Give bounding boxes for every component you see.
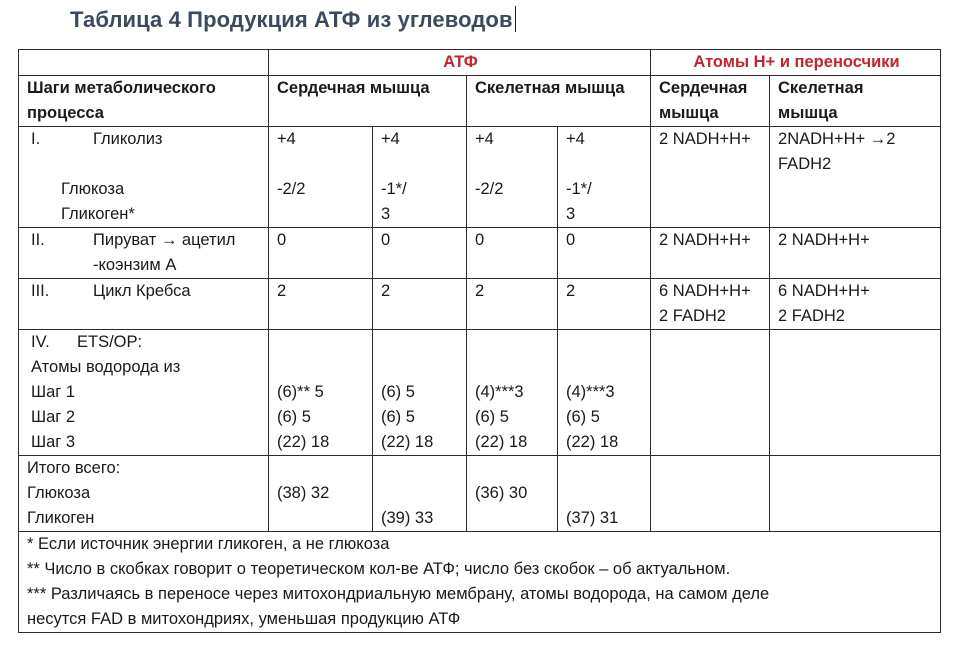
atoms-header: Атомы H+ и переносчики	[651, 50, 941, 76]
value: (4)***3	[566, 383, 615, 401]
footnote: * Если источник энергии гликоген, а не глюкоза	[27, 535, 390, 553]
value: (6)** 5	[277, 383, 324, 401]
value: (6) 5	[566, 408, 600, 426]
total-glucose-label: Глюкоза	[27, 484, 91, 502]
table-row	[19, 456, 941, 532]
ets-heart-glycogen	[373, 330, 467, 456]
step-number: III.	[31, 282, 50, 300]
blank-line	[381, 330, 460, 355]
total-skel-glycogen	[558, 456, 651, 532]
empty-cell	[651, 456, 770, 532]
steps-header-line: процесса	[27, 104, 104, 122]
value: 6 NADH+H+	[659, 282, 751, 300]
glycolysis-line	[31, 127, 262, 152]
text-caret	[515, 6, 516, 32]
heart-h-header-line: мышца	[659, 104, 719, 122]
value-cell: 2	[467, 279, 558, 330]
value: (22) 18	[381, 433, 434, 451]
value-cell: 2	[373, 279, 467, 330]
blank-line	[31, 152, 262, 177]
ets-step: Шаг 3	[31, 433, 76, 451]
value: (38) 32	[277, 484, 330, 502]
table-row	[19, 330, 941, 456]
ets-heart-glucose	[269, 330, 373, 456]
value: 3	[381, 205, 391, 223]
value: (22) 18	[566, 433, 619, 451]
title-text: Таблица 4 Продукция АТФ из углеводов	[70, 7, 513, 32]
page-title	[70, 6, 516, 33]
blank-line	[277, 152, 366, 177]
value: (6) 5	[277, 408, 311, 426]
footnote: *** Различаясь в переносе через митохондриальную мембрану, атомы водорода, на самом деле	[27, 585, 770, 603]
value-cell: 0	[373, 228, 467, 279]
blank-line	[566, 330, 644, 355]
footnotes	[19, 532, 941, 633]
glycogen-label: Гликоген*	[61, 205, 135, 223]
value: 2 NADH+H+	[659, 130, 751, 148]
value: (22) 18	[475, 433, 528, 451]
blank-line	[475, 152, 551, 177]
blank-line	[566, 456, 644, 481]
value-cell: 0	[467, 228, 558, 279]
table-row	[19, 228, 941, 279]
skel-h-header-line: мышца	[778, 104, 838, 122]
steps-header-line: Шаги метаболического	[27, 79, 216, 97]
glycolysis-heart-glycogen	[373, 127, 467, 228]
steps-header	[19, 76, 269, 127]
total-skel-glucose	[467, 456, 558, 532]
empty-cell	[651, 330, 770, 456]
glycolysis-label	[19, 127, 269, 228]
total-title: Итого всего:	[27, 459, 121, 477]
total-glycogen-label: Гликоген	[27, 509, 95, 527]
glycolysis-skel-glucose	[467, 127, 558, 228]
total-heart-glycogen	[373, 456, 467, 532]
blank-line	[566, 152, 644, 177]
value: 2NADH+H+ →2	[778, 130, 896, 148]
table-row	[19, 50, 941, 76]
table-row	[19, 279, 941, 330]
value: 2 FADH2	[778, 307, 845, 325]
value: (36) 30	[475, 484, 528, 502]
krebs-line	[31, 279, 262, 304]
glycolysis-heart-glucose	[269, 127, 373, 228]
table-row	[19, 76, 941, 127]
value: (39) 33	[381, 509, 434, 527]
total-heart-glucose	[269, 456, 373, 532]
value: +4	[475, 130, 494, 148]
blank-line	[381, 152, 460, 177]
blank-line	[277, 330, 366, 355]
blank-line	[475, 330, 551, 355]
step-number: I.	[31, 130, 41, 148]
value-cell: 0	[269, 228, 373, 279]
step-number: II.	[31, 231, 45, 249]
blank-line	[475, 456, 551, 481]
skel-h-header-line: Скелетная	[778, 79, 864, 97]
empty-cell	[770, 330, 941, 456]
step-name: Цикл Кребса	[93, 282, 191, 300]
footnote: несутся FAD в митохондриях, уменьшая продукцию АТФ	[27, 610, 461, 628]
value: 6 NADH+H+	[778, 282, 870, 300]
blank-line	[277, 456, 366, 481]
glycolysis-skel-glycogen	[558, 127, 651, 228]
step-name: Гликолиз	[93, 130, 163, 148]
value-cell: 2 NADH+H+	[770, 228, 941, 279]
skeletal-header: Скелетная мышца	[467, 76, 651, 127]
blank-line	[381, 481, 460, 506]
value: 3	[566, 205, 576, 223]
blank-line	[566, 355, 644, 380]
value: 2 FADH2	[659, 307, 726, 325]
ets-subtitle: Атомы водорода из	[31, 358, 181, 376]
heart-h-header	[651, 76, 770, 127]
atp-table	[18, 49, 941, 633]
table-row	[19, 127, 941, 228]
value: +4	[277, 130, 296, 148]
ets-step: Шаг 1	[31, 383, 76, 401]
value-cell: 2 NADH+H+	[651, 228, 770, 279]
blank-line	[475, 355, 551, 380]
value-cell: 0	[558, 228, 651, 279]
value: +4	[381, 130, 400, 148]
step-number: IV.	[31, 333, 50, 351]
value-cell: 2	[558, 279, 651, 330]
blank-line	[277, 355, 366, 380]
ets-label	[19, 330, 269, 456]
blank-line	[31, 304, 262, 329]
heart-header: Сердечная мышца	[269, 76, 467, 127]
ets-line	[31, 330, 262, 355]
ets-skel-glycogen	[558, 330, 651, 456]
step-name-cont: -коэнзим А	[93, 256, 177, 274]
value: FADH2	[778, 155, 832, 173]
value: -2/2	[475, 180, 504, 198]
empty-cell	[770, 456, 941, 532]
step-name: ETS/OP:	[77, 333, 143, 351]
value: (4)***3	[475, 383, 524, 401]
krebs-heart-h	[651, 279, 770, 330]
krebs-label	[19, 279, 269, 330]
value: -1*/	[566, 180, 592, 198]
skel-h-header	[770, 76, 941, 127]
value: -2/2	[277, 180, 306, 198]
blank-line	[381, 456, 460, 481]
glycolysis-skel-h	[770, 127, 941, 228]
blank-line	[381, 355, 460, 380]
blank-line	[566, 481, 644, 506]
footnote: ** Число в скобках говорит о теоретическом кол-ве АТФ; число без скобок – об актуальном.	[27, 560, 731, 578]
value-cell: 2	[269, 279, 373, 330]
pyruvate-line	[31, 228, 262, 253]
value: +4	[566, 130, 585, 148]
value: (6) 5	[381, 383, 415, 401]
value: (6) 5	[381, 408, 415, 426]
step-name: Пируват → ацетил	[93, 231, 236, 249]
glycolysis-heart-h	[651, 127, 770, 228]
value: (6) 5	[475, 408, 509, 426]
total-label	[19, 456, 269, 532]
empty-cell	[19, 50, 269, 76]
glucose-label: Глюкоза	[61, 180, 125, 198]
value: (37) 31	[566, 509, 619, 527]
value: (22) 18	[277, 433, 330, 451]
table-row	[19, 532, 941, 633]
value: -1*/	[381, 180, 407, 198]
heart-h-header-line: Сердечная	[659, 79, 748, 97]
ets-step: Шаг 2	[31, 408, 76, 426]
ets-skel-glucose	[467, 330, 558, 456]
atp-header: АТФ	[269, 50, 651, 76]
krebs-skel-h	[770, 279, 941, 330]
pyruvate-label	[19, 228, 269, 279]
